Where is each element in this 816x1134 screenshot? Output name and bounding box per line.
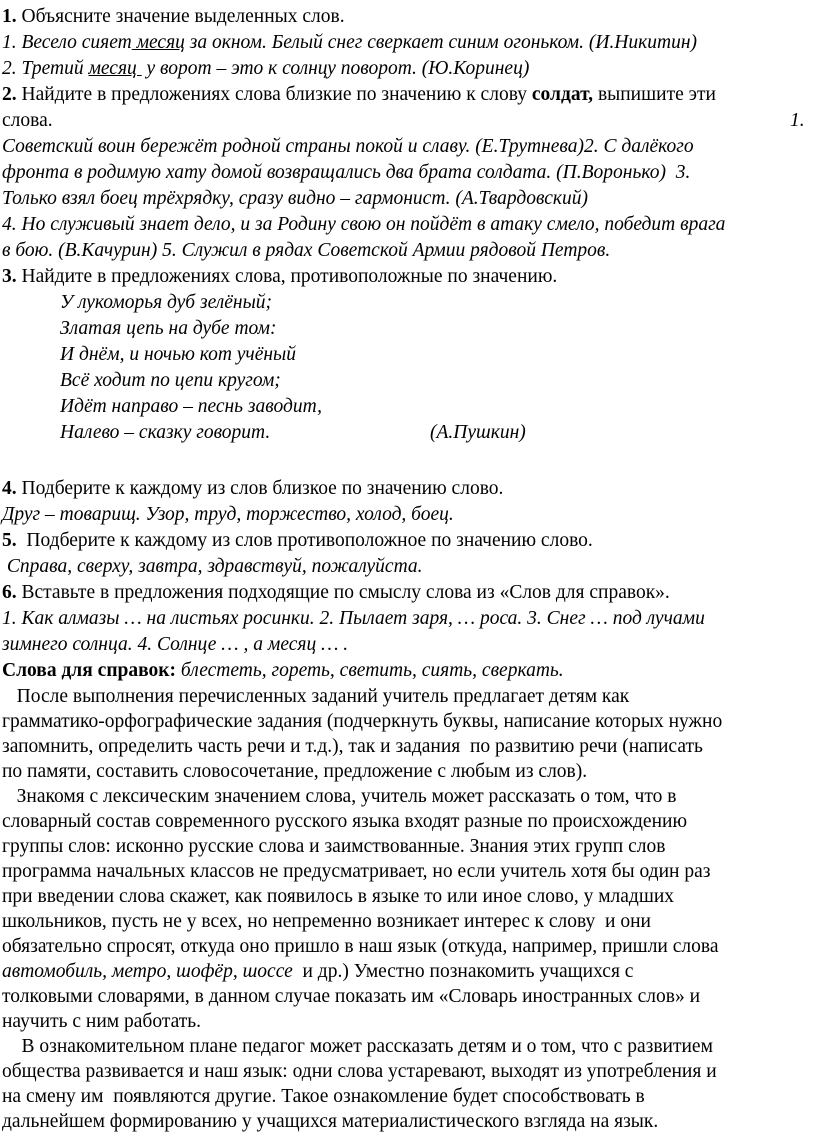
task4-words: Друг – товарищ. Узор, труд, торжество, холод, боец. xyxy=(2,504,454,525)
task1-sentence-2 xyxy=(2,56,816,82)
task1-sentence-1 xyxy=(2,30,816,56)
task2-sentence-1-number: 1. xyxy=(790,110,805,131)
paragraph-2-line: Знакомя с лексическим значением слова, учитель может рассказать о том, что в xyxy=(2,786,677,807)
task2-line: фронта в родимую хату домой возвращались два брата солдата. (П.Воронько) 3. xyxy=(2,162,691,183)
task2-line: 4. Но служивый знает дело, и за Родину свою он пойдёт в атаку смело, победит врага xyxy=(2,214,726,235)
task3-number: 3. xyxy=(2,266,17,287)
paragraph-3-line: на смену им появляются другие. Такое ознакомление будет способствовать в xyxy=(2,1086,645,1107)
task6-title: Вставьте в предложения подходящие по смыслу слова из «Слов для справок». xyxy=(16,582,670,603)
task2-line: Только взял боец трёхрядку, сразу видно – гармонист. (А.Твардовский) xyxy=(2,188,588,209)
task5-words: Справа, сверху, завтра, здравствуй, пожалуйста. xyxy=(2,556,423,577)
task6-line: 1. Как алмазы … на листьях росинки. 2. Пылает заря, … роса. 3. Снег … под лучами xyxy=(2,608,705,629)
task1-title: Объясните значение выделенных слов. xyxy=(16,6,345,27)
paragraph-2-line: обязательно спросят, откуда оно пришло в наш язык (откуда, например, пришли слова xyxy=(2,936,719,957)
task6-number: 6. xyxy=(2,582,17,603)
task4-number: 4. xyxy=(2,478,17,499)
task2-line: Советский воин бережёт родной страны покой и славу. (Е.Трутнева)2. С далёкого xyxy=(2,136,694,157)
poem-author: (А.Пушкин) xyxy=(430,422,526,443)
task2-title-line2: слова. xyxy=(2,110,53,131)
task2-number: 2. xyxy=(2,84,17,105)
task1-s2-highlighted-word: месяц xyxy=(88,58,142,79)
paragraph-2-line: научить с ним работать. xyxy=(2,1011,202,1032)
task4-title: Подберите к каждому из слов близкое по значению слово. xyxy=(16,478,504,499)
task5-heading xyxy=(2,528,816,554)
paragraph-3-line: В ознакомительном плане педагог может рассказать детям и о том, что с развитием xyxy=(2,1036,713,1057)
task1-s1-pre: 1. Весело сияет xyxy=(2,32,132,53)
task2-heading-line2 xyxy=(2,108,816,134)
task1-s1-highlighted-word: месяц xyxy=(131,32,185,53)
paragraph-1-line: После выполнения перечисленных заданий учитель предлагает детям как xyxy=(2,686,630,707)
task4-heading xyxy=(2,476,816,502)
poem-line: Идёт направо – песнь заводит, xyxy=(60,396,323,417)
task5-title: Подберите к каждому из слов противоположное по значению слово. xyxy=(16,530,593,551)
poem-line: У лукоморья дуб зелёный; xyxy=(60,292,273,313)
task5-number: 5. xyxy=(2,530,17,551)
task6-heading xyxy=(2,580,816,606)
task1-s2-pre: 2. Третий xyxy=(2,58,89,79)
paragraph-2-line: при введении слова скажет, как появилось в языке то или иное слово, у младших xyxy=(2,886,675,907)
task1-s1-post: за окном. Белый снег сверкает синим огоньком. (И.Никитин) xyxy=(184,32,698,53)
paragraph-2-line: школьников, пусть не у всех, но непременно возникает интерес к слову и они xyxy=(2,911,651,932)
paragraph-2-line: толковыми словарями, в данном случае показать им «Словарь иностранных слов» и xyxy=(2,986,701,1007)
task1-number: 1. xyxy=(2,6,17,27)
task6-reference xyxy=(2,658,816,684)
task2-key-word: солдат, xyxy=(531,84,594,105)
paragraph-2-line8-post: и др.) Уместно познакомить учащихся с xyxy=(292,961,634,982)
poem-line: Налево – сказку говорит. xyxy=(60,422,271,443)
reference-label: Слова для справок: xyxy=(2,660,177,681)
task2-line: в бою. (В.Качурин) 5. Служил в рядах Советской Армии рядовой Петров. xyxy=(2,240,611,261)
example-words: автомобиль, метро, шофёр, шоссе xyxy=(2,961,293,982)
task3-heading xyxy=(2,264,816,290)
task1-heading xyxy=(2,4,816,30)
reference-words: блестеть, гореть, светить, сиять, сверкать. xyxy=(176,660,564,681)
task2-title-pre: Найдите в предложениях слова близкие по значению к слову xyxy=(16,84,532,105)
task2-heading xyxy=(2,82,816,108)
task2-title-post: выпишите эти xyxy=(593,84,716,105)
task1-s2-post: у ворот – это к солнцу поворот. (Ю.Коринец) xyxy=(141,58,530,79)
task6-line: зимнего солнца. 4. Солнце … , а месяц … . xyxy=(2,634,349,655)
paragraph-2-line: программа начальных классов не предусматривает, но если учитель хотя бы один раз xyxy=(2,861,711,882)
paragraph-2-line: группы слов: исконно русские слова и заимствованные. Знания этих групп слов xyxy=(2,836,666,857)
poem-line: Всё ходит по цепи кругом; xyxy=(60,370,281,391)
paragraph-1-line: по памяти, составить словосочетание, предложение с любым из слов). xyxy=(2,761,588,782)
poem-line: Златая цепь на дубе том: xyxy=(60,318,277,339)
paragraph-3-line: дальнейшем формированию у учащихся материалистического взгляда на язык. xyxy=(2,1111,659,1132)
paragraph-2-line xyxy=(2,959,816,984)
paragraph-1-line: запомнить, определить часть речи и т.д.), так и задания по развитию речи (написать xyxy=(2,736,703,757)
task3-title: Найдите в предложениях слова, противоположные по значению. xyxy=(16,266,558,287)
paragraph-1-line: грамматико-орфографические задания (подчеркнуть буквы, написание которых нужно xyxy=(2,711,723,732)
poem-line: И днём, и ночью кот учёный xyxy=(60,344,297,365)
paragraph-3-line: общества развивается и наш язык: одни слова устаревают, выходят из употребления и xyxy=(2,1061,717,1082)
paragraph-2-line: словарный состав современного русского языка входят разные по происхождению xyxy=(2,811,688,832)
